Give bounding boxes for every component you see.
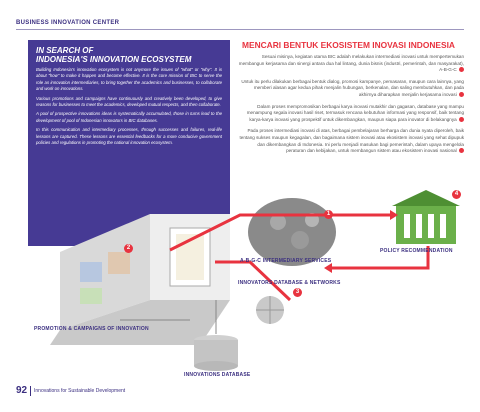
panel-paragraph-3: A pool of prospective innovations ideas is systematically accumulated, those in turns lead to the development of pool of Indonesian innovators in BIC databases.: [36, 111, 222, 123]
step-2-badge: 2: [124, 244, 133, 253]
article-paragraph-2: Untuk itu perlu dilakukan berbagai bentuk dialog, promosi kampanye, pemasaran, maupun cara lainnya, yang memberi alasan agar kedua pihak menjalin hubungan, berkenalan, dan saling membutuhkan, dan pada akhirnya diharapkan menjalin kerjasama inovasi: [241, 78, 464, 97]
frame-3-icon: [80, 288, 102, 304]
article-title: MENCARI BENTUK EKOSISTEM INOVASI INDONESIA: [242, 40, 455, 50]
panel-paragraph-1: Building Indonesia's innovation ecosystem is not anymore the issues of "what" or "why". It is about "how" to make it happen and become effective. It is the core mission of BIC to serve the role as innovation intermediaries, to bring together the academics and businesses, to collaborate and work on innovations.: [36, 67, 222, 92]
article-paragraph-4: Pada proses intermediasi inovasi di atas, berbagai pembelajaran berharga dan dunia nyata diperoleh, baik tentang sukses maupun kegagalan, dan bagaimana sistem inovasi atau ekosistem inovasi yang sehat dipupuk dan dikembangkan di Indonesia. Ini perlu menjadi masukan bagi pemerintah, dalam upaya mengelola peraturan dan kebijakan, untuk membangun sistem atau ekosistem inovasi nasional: [239, 128, 464, 154]
innovations-database-label: INNOVATIONS DATABASE: [184, 372, 251, 378]
step-4-badge: 4: [452, 190, 461, 199]
frame-1-icon: [80, 262, 102, 282]
step-1-badge: 1: [324, 210, 333, 219]
article-paragraph-3: Dalam proses mempromosikan berbagai karya inovasi mutakhir dan gagasan, database yang mampu menampung segala inovasi hasil riset, termasuk rencana kebutuhan informasi yang responsif, baik tentang karya-karya inovasi yang prospektif untuk dikembangkan, maupun siapa para inovator di belakangnya: [246, 103, 464, 122]
promotion-campaigns-label: PROMOTION & CAMPAIGNS OF INNOVATION: [34, 326, 149, 332]
people-cloud-icon: [248, 198, 336, 266]
book-title: Innovations for Sustainable Development: [34, 388, 126, 394]
panel-paragraph-2: Various promotions and campaigns have continuously and creatively been developed, to give reasons for businesses to meet the academics, developed mutual respects, and then collaborate.: [36, 95, 222, 108]
step-3-badge: 3: [293, 288, 302, 297]
abgc-intermediary-label: A-B-G-C INTERMEDIARY SERVICES: [240, 258, 332, 264]
page-number: 92: [16, 385, 28, 396]
footer-separator: [30, 386, 31, 396]
panel-title-line2: INDONESIA'S INNOVATION ECOSYSTEM: [36, 55, 192, 64]
article-paragraph-1: Sesuai misinya, kegiatan utama BIC adalah melakukan intermediasi inovasi untuk mempertemukan membangun kerjasama dan sinergi antara dua hal lintang, dunia bisnis (industri, pemerintah, dan masyarakat), A-B-G-C: [238, 54, 464, 73]
policy-recommendation-label: POLICY RECOMMENDATION: [380, 248, 453, 254]
section-header: BUSINESS INNOVATION CENTER: [16, 20, 120, 26]
panel-title-line1: IN SEARCH OF: [36, 46, 94, 55]
innovators-database-label: INNOVATORS DATABASE & NETWORKS: [238, 280, 341, 286]
frame-2-icon: [108, 252, 130, 274]
panel-paragraph-4: In this communication and intermediary processes, through successes and failures, real-life lessons are captured. These lessons are essential feedbacks for a more conducive government policies and regulations in promoting the national innovation ecosystem.: [36, 127, 222, 146]
